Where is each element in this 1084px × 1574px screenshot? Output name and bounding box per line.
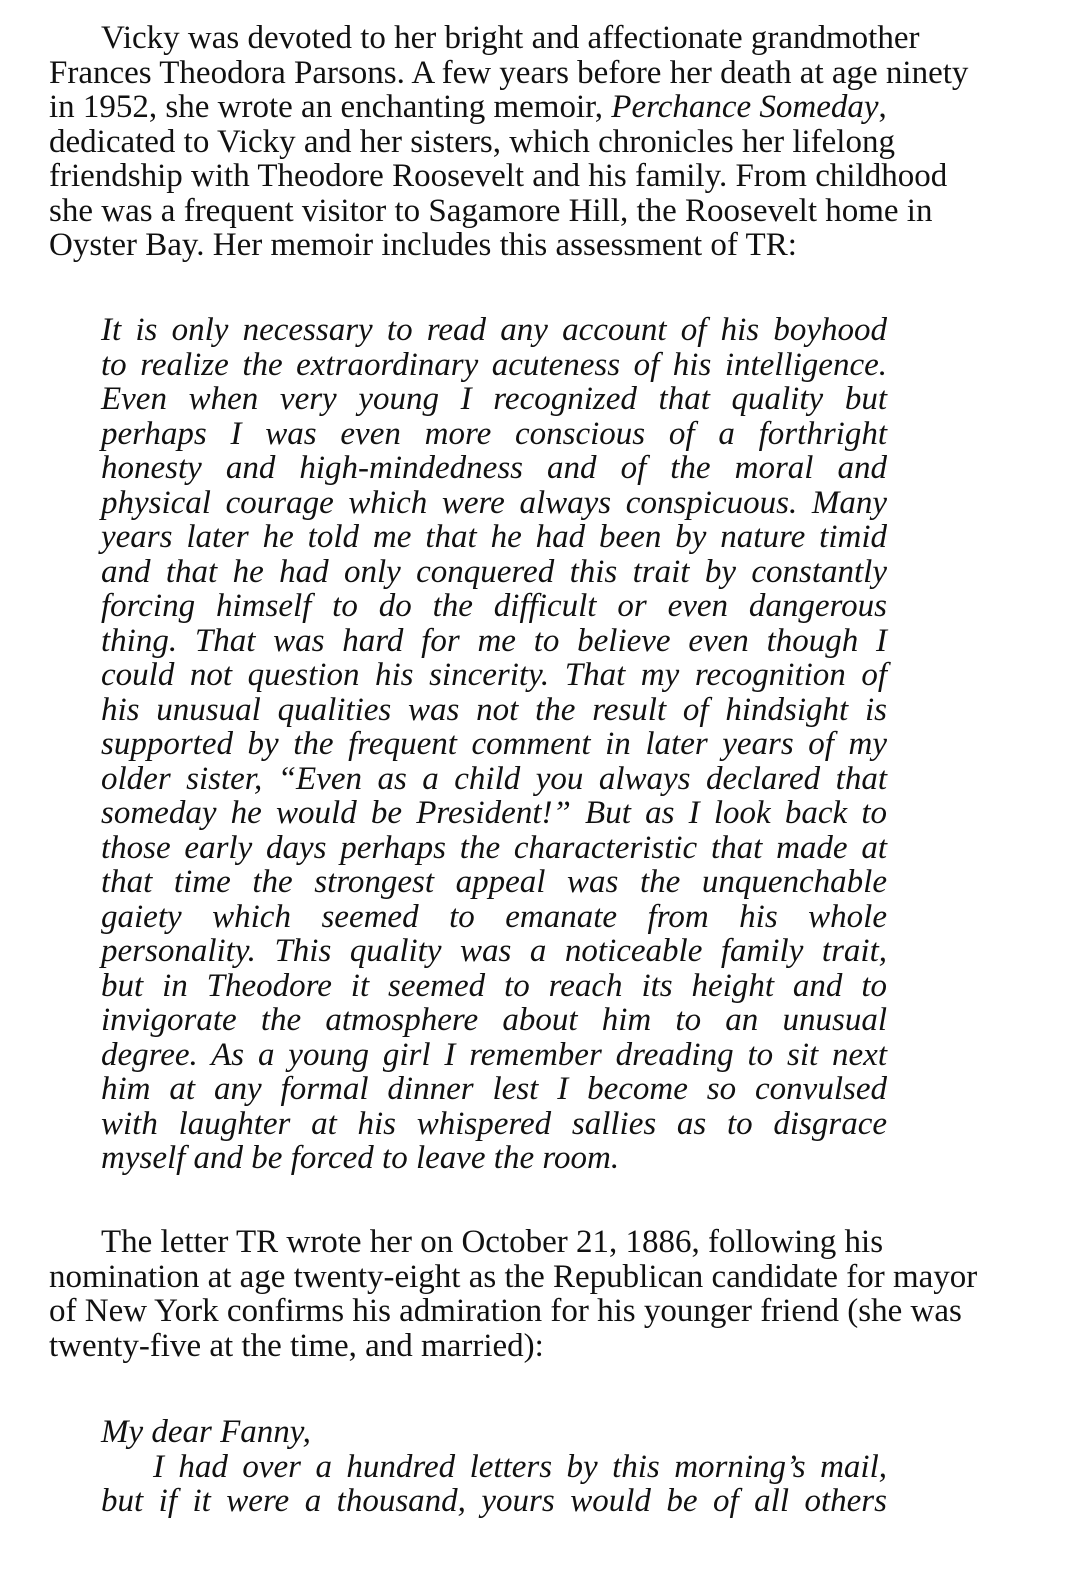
quote-line: myself and be forced to leave the room. <box>101 1140 620 1176</box>
quote-line: honesty and high-mindedness and of the moral and <box>101 450 887 486</box>
quote-line: older sister, “Even as a child you always declared that <box>101 760 887 797</box>
text-line: but if it were a thousand, yours would be of all others <box>101 1483 887 1519</box>
quote-line: to realize the extraordinary acuteness of his intelligence. <box>101 346 887 383</box>
quote-line: but in Theodore it seemed to reach its height and to <box>101 967 887 1004</box>
quote-line: someday he would be President!” But as I look back to <box>101 795 887 831</box>
text-line: friendship with Theodore Roosevelt and his family. From childhood <box>49 158 948 194</box>
quote-line: supported by the frequent comment in later years of my <box>101 726 887 762</box>
quote-line: that time the strongest appeal was the unquenchable <box>101 864 887 900</box>
memoir-block-quote <box>101 313 887 1176</box>
quote-line: invigorate the atmosphere about him to an unusual <box>101 1002 887 1038</box>
text-line: Oyster Bay. Her memoir includes this assessment of TR: <box>49 227 797 263</box>
quote-line: personality. This quality was a noticeable family trait, <box>101 933 887 969</box>
quote-line: those early days perhaps the characteristic that made at <box>101 829 887 866</box>
quote-line: It is only necessary to read any account of his boyhood <box>101 312 887 348</box>
quote-line: thing. That was hard for me to believe even though I <box>101 622 887 659</box>
quote-line: forcing himself to do the difficult or even dangerous <box>101 588 887 624</box>
quote-line: could not question his sincerity. That my recognition of <box>101 657 887 693</box>
letter-salutation: My dear Fanny, <box>101 1414 311 1450</box>
quote-line: perhaps I was even more conscious of a forthright <box>101 415 887 452</box>
text-fragment: , <box>878 89 887 125</box>
text-line: Frances Theodora Parsons. A few years before her death at age ninety <box>49 54 969 91</box>
letter-intro-paragraph <box>49 1225 1019 1363</box>
text-line: I had over a hundred letters by this morning’s mail, <box>153 1448 887 1485</box>
text-line: twenty-five at the time, and married): <box>49 1327 544 1364</box>
quote-line: years later he told me that he had been by nature timid <box>101 519 887 555</box>
quote-line: gaiety which seemed to emanate from his whole <box>101 898 887 935</box>
quote-line: with laughter at his whispered sallies as to disgrace <box>101 1105 887 1142</box>
quote-line: and that he had only conquered this trait by constantly <box>101 553 887 590</box>
text-line: she was a frequent visitor to Sagamore Hill, the Roosevelt home in <box>49 192 933 229</box>
memoir-title: Perchance Someday <box>611 89 879 125</box>
quote-line: physical courage which were always conspicuous. Many <box>101 484 887 521</box>
quote-line: him at any formal dinner lest I become so convulsed <box>101 1071 887 1107</box>
letter-block-quote <box>101 1415 887 1519</box>
quote-line: degree. As a young girl I remember dreading to sit next <box>101 1036 887 1073</box>
text-line: dedicated to Vicky and her sisters, which chronicles her lifelong <box>49 123 895 160</box>
text-line: of New York confirms his admiration for his younger friend (she was <box>49 1293 962 1329</box>
text-line: Vicky was devoted to her bright and affectionate grandmother <box>101 20 920 56</box>
intro-paragraph <box>49 21 1019 263</box>
text-line: The letter TR wrote her on October 21, 1886, following his <box>101 1224 884 1260</box>
quote-line: Even when very young I recognized that quality but <box>101 381 887 417</box>
text-fragment: in 1952, she wrote an enchanting memoir, <box>49 89 612 125</box>
text-line <box>49 90 1019 125</box>
text-line: nomination at age twenty-eight as the Republican candidate for mayor <box>49 1258 978 1295</box>
quote-line: his unusual qualities was not the result of hindsight is <box>101 691 887 728</box>
